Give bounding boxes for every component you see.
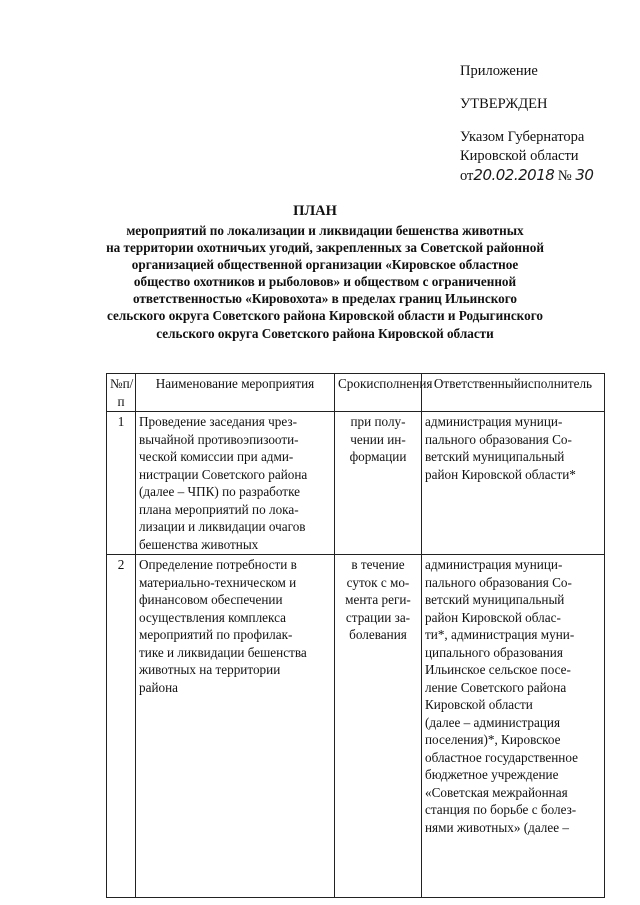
subtitle-line: мероприятий по локализации и ликвидации бешенства животных [126,223,524,238]
header-num: №п/п [107,374,136,412]
handwritten-date: 20.02.2018 [473,166,555,184]
subtitle-line: общество охотников и рыболовов» и обществом с ограниченной [133,274,517,290]
approval-block [460,62,630,186]
document-subtitle [40,222,610,342]
plan-table [106,373,605,898]
responsible-cell: администрация муници- пального образования Со- ветский муниципальный район Кировской облас- ти*, администрация муни- ципального образования Ильинское сельское посе- ление Советского района Кировской области (далее – администрация поселения)*, Кировское областное государственное бюджетное учреждение «Советская межрайонная станция по борьбе с болез- нями животных» (далее – [422,555,605,898]
decree-label: Указом Губернатора [460,129,585,145]
subtitle-line: организацией общественной организации «Кировское областное [131,257,519,273]
number-prefix: № [557,168,572,184]
region-label: Кировской области [460,148,579,164]
table-row [107,555,605,898]
decree-date-line [460,166,630,186]
document-title: ПЛАН [293,203,337,219]
subtitle-line: сельского округа Советского района Кировской области [156,325,494,341]
subtitle-line: сельского округа Советского района Кировской области и Родыгинского [107,308,543,324]
responsible-cell: администрация муници- пального образования Со- ветский муниципальный район Кировской области* [422,412,605,555]
header-responsible: Ответственныйисполнитель [422,374,605,412]
row-number: 1 [107,412,136,555]
term-cell: при полу- чении ин- формации [335,412,422,555]
appendix-label: Приложение [460,63,538,79]
subtitle-line: ответственностью «Кировохота» в пределах границ Ильинского [133,291,517,307]
handwritten-number: 30 [575,166,594,184]
row-number: 2 [107,555,136,898]
approved-label: УТВЕРЖДЕН [460,96,548,112]
table-header-row [107,374,605,412]
activity-cell: Проведение заседания чрез- вычайной противоэпизооти- ческой комиссии при адми- нистрации Советского района (далее – ЧПК) по разработке плана мероприятий по лока- лизации и ликвидации очагов бешенства животных [136,412,335,555]
subtitle-line: на территории охотничьих угодий, закрепленных за Советской районной [106,240,544,256]
term-cell: в течение суток с мо- мента реги- страции за- болевания [335,555,422,898]
date-prefix: от [460,168,474,184]
header-term: Срокисполнения [335,374,422,412]
header-name: Наименование мероприятия [136,374,335,412]
activity-cell: Определение потребности в материально-техническом и финансовом обеспечении осуществления комплекса мероприятий по профилак- тике и ликвидации бешенства животных на территории района [136,555,335,898]
table-row [107,412,605,555]
